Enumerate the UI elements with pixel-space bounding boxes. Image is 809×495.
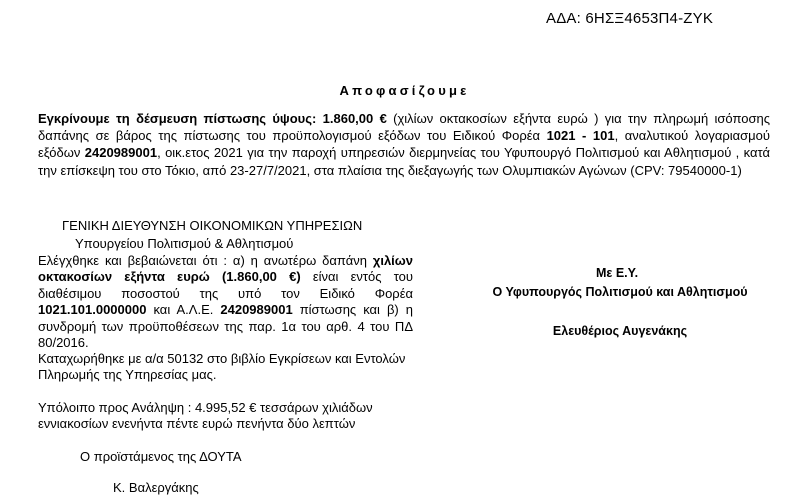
decision-budget-code: 1021 - 101 [546, 128, 615, 144]
head-of-unit-title: Ο προϊστάμενος της ΔΟΥΤΑ [80, 449, 242, 464]
cert-text-2: είναι εντός του διαθέσιμου ποσοστού της υπό τον Ειδικό Φορέα [38, 269, 414, 301]
cert-text-3: και Α.Λ.Ε. [146, 302, 221, 318]
decision-text-1: (χιλίων οκτακοσίων εξήντα ευρώ ) για την πληρωμή ισόποσης δαπάνης σε βάρος της πίστωσης του προϋπολογισμού εξόδων του Ειδικού Φορέα [38, 111, 770, 144]
decision-heading: Αποφασίζουμε [339, 83, 470, 98]
ministry-name: Υπουργείου Πολιτισμού & Αθλητισμού [75, 236, 294, 251]
ada-code: ΑΔΑ: 6ΗΣΞ4653Π4-ΖΥΚ [546, 10, 714, 27]
decision-lead: Εγκρίνουμε τη δέσμευση πίστωσης ύψους: 1.860,00 € [38, 111, 387, 126]
registration-note: Καταχωρήθηκε με α/α 50132 στο βιβλίο Εγκρίσεων και Εντολών Πληρωμής της Υπηρεσίας μας. [38, 351, 406, 383]
signature-on-behalf: Με Ε.Υ. [596, 266, 639, 280]
cert-text-4: πίστωσης και β) η συνδρομή των προϋποθέσεων της παρ. 1α του αρθ. 4 του ΠΔ 80/2016. [38, 302, 413, 351]
cert-budget-code: 1021.101.0000000 [38, 302, 147, 318]
department-name: ΓΕΝΙΚΗ ΔΙΕΥΘΥΝΣΗ ΟΙΚΟΝΟΜΙΚΩΝ ΥΠΗΡΕΣΙΩΝ [62, 218, 363, 233]
cert-amount: χιλίων οκτακοσίων εξήντα ευρώ (1.860,00 €) [38, 253, 413, 285]
cert-account-code: 2420989001 [220, 302, 293, 318]
certification-paragraph [38, 253, 413, 351]
head-of-unit-name: Κ. Βαλεργάκης [113, 480, 199, 495]
decision-paragraph [38, 110, 770, 179]
decision-text-2: , αναλυτικού λογαριασμού εξόδων [38, 128, 770, 161]
cert-text-1: Ελέγχθηκε και βεβαιώνεται ότι : α) η ανωτέρω δαπάνη [38, 253, 373, 268]
decision-text-3: , οικ.ετος 2021 για την παροχή υπηρεσιών διερμηνείας του Υφυπουργό Πολιτισμού και Αθλητισμού , κατά την επίσκεψη του στο Τόκιο, από 23-27/7/2021, στα πλαίσια της διεξαγωγής των Ολυμπιακών Αγώνων (CPV: 79540000-1) [38, 145, 770, 178]
signature-role: Ο Υφυπουργός Πολιτισμού και Αθλητισμού [492, 285, 748, 299]
signature-name: Ελευθέριος Αυγενάκης [552, 324, 688, 338]
balance-note: Υπόλοιπο προς Ανάληψη : 4.995,52 € τεσσάρων χιλιάδων εννιακοσίων ενενήντα πέντε ευρώ πενήντα δύο λεπτών [38, 400, 373, 432]
decision-account-code: 2420989001 [84, 145, 158, 161]
